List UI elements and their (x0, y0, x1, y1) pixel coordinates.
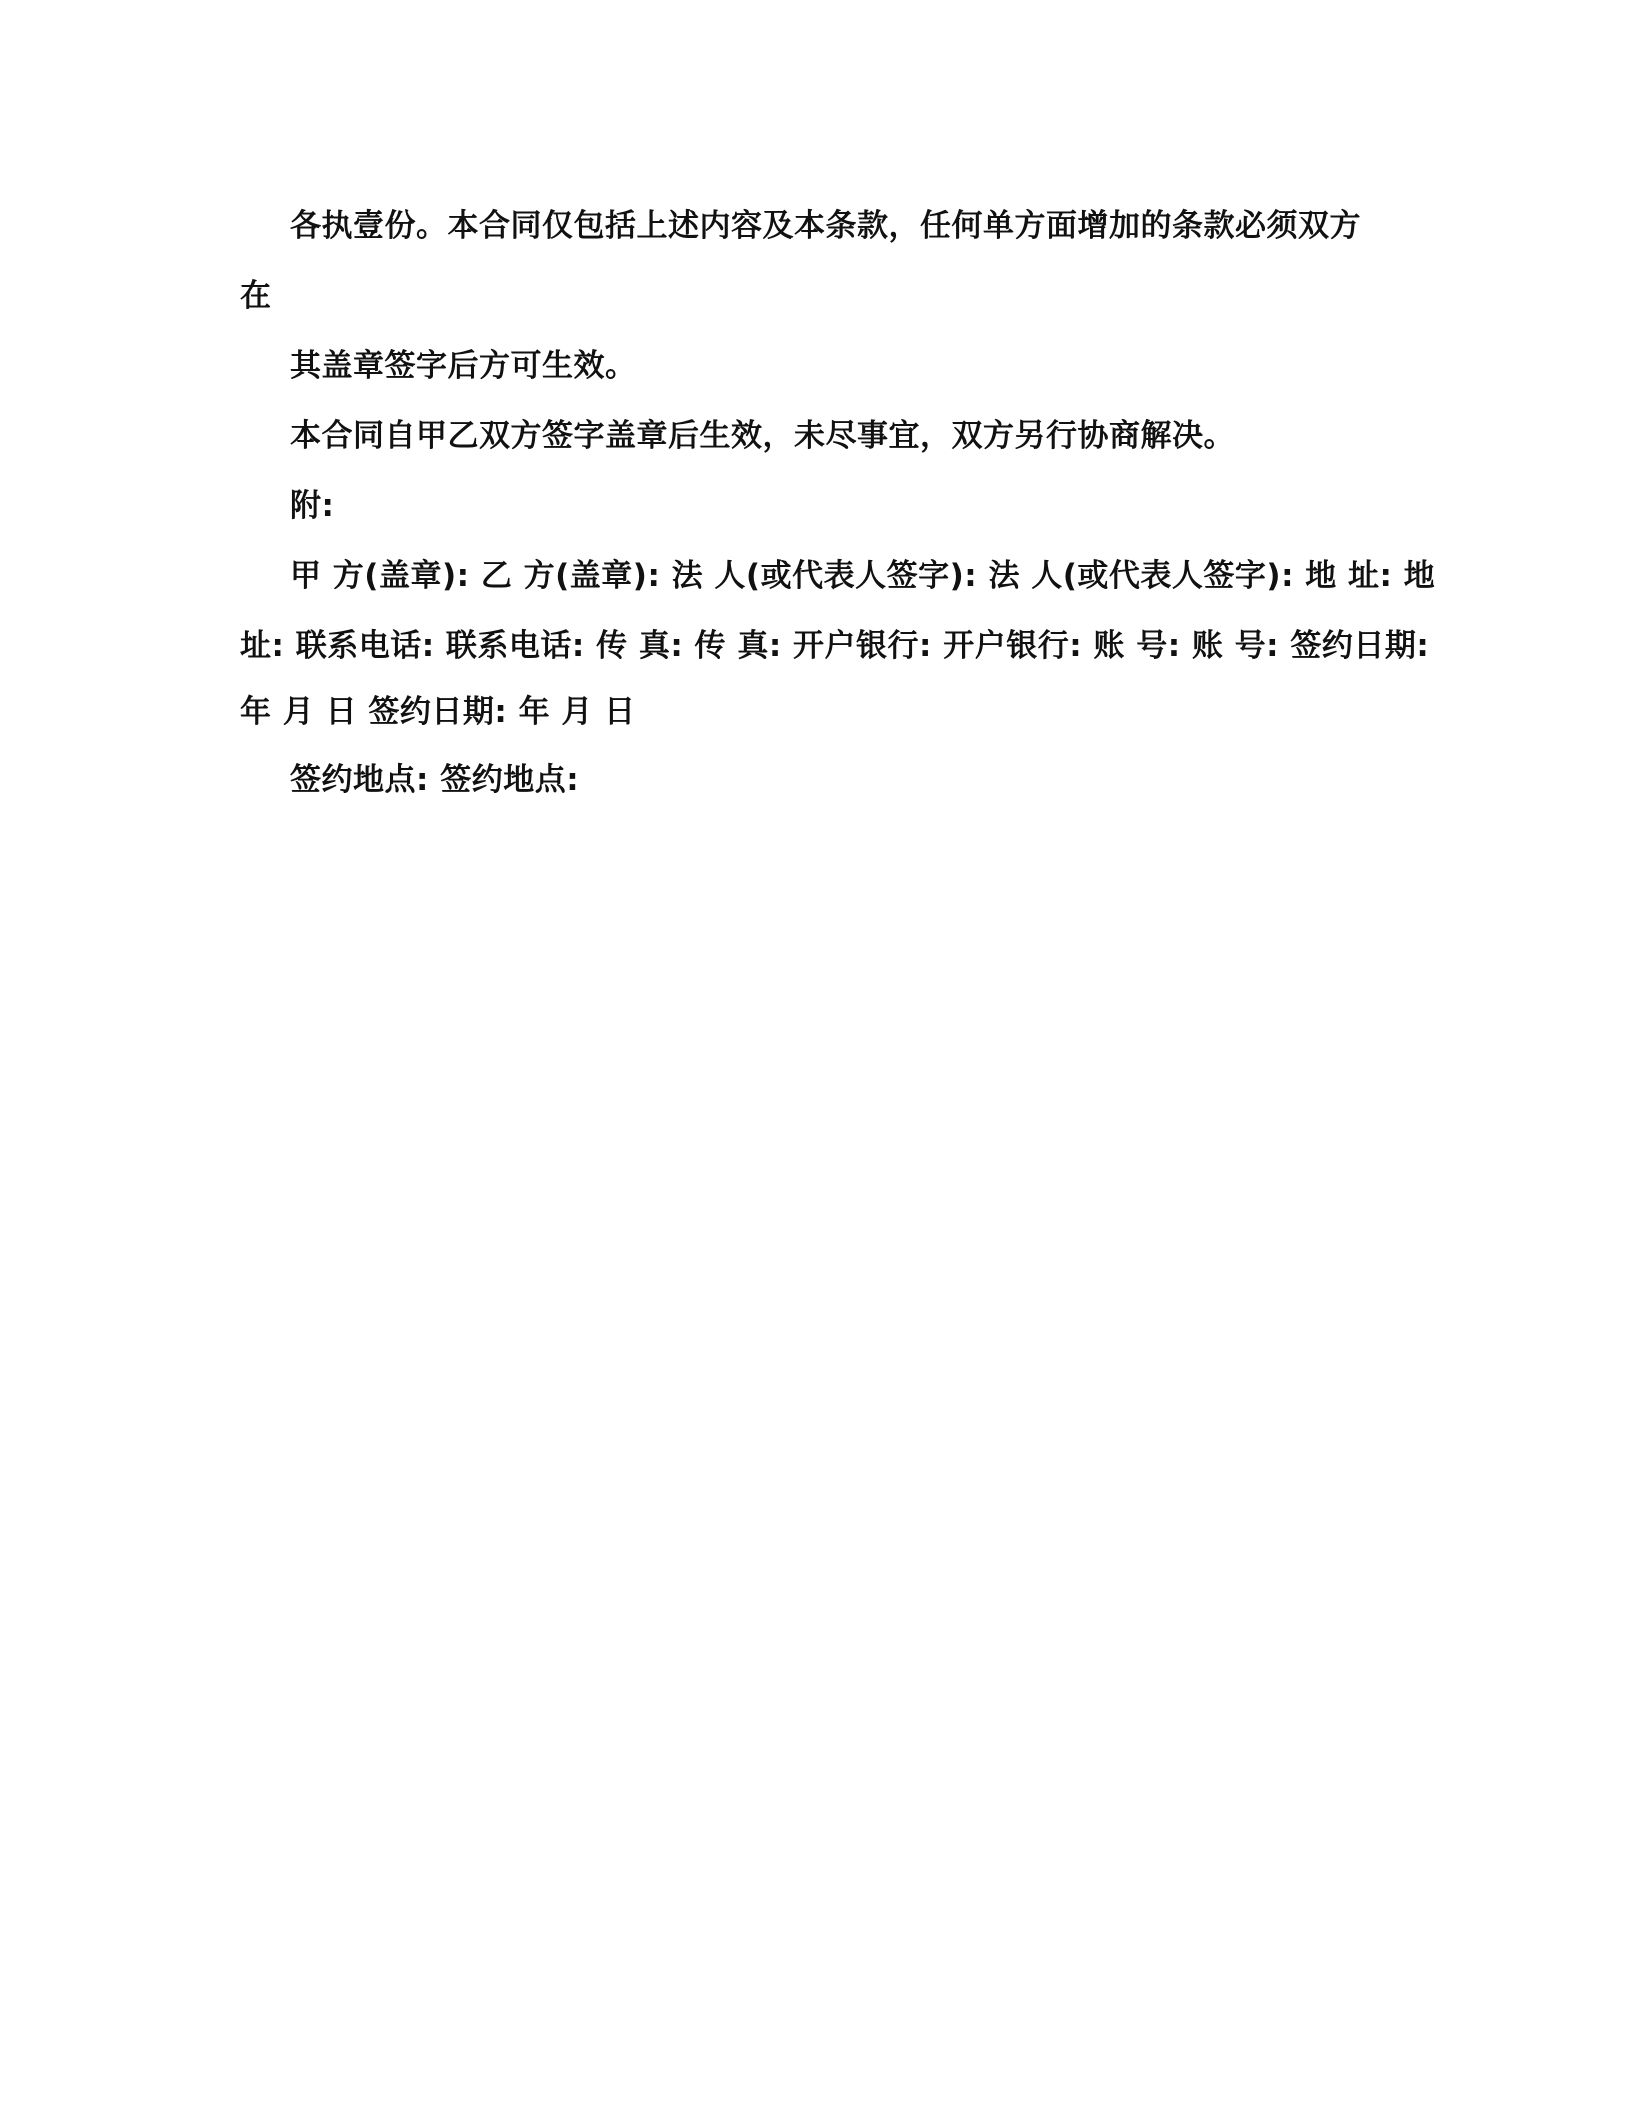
paragraph-line-copies: 各执壹份。本合同仅包括上述内容及本条款，任何单方面增加的条款必须双方 (290, 208, 1361, 244)
signing-location-line: 签约地点: 签约地点: (290, 762, 580, 798)
signature-fields-line-1: 甲 方(盖章): 乙 方(盖章): 法 人(或代表人签字): 法 人(或代表人签字): 地 址: 地 (290, 558, 1436, 594)
attachment-label: 附: (290, 488, 335, 524)
paragraph-line-effective-clause: 本合同自甲乙双方签字盖章后生效，未尽事宜，双方另行协商解决。 (290, 418, 1235, 454)
signature-fields-line-2: 址: 联系电话: 联系电话: 传 真: 传 真: 开户银行: 开户银行: 账 号: 账 号: 签约日期: (240, 628, 1430, 664)
paragraph-line-wrap: 在 (240, 278, 272, 314)
paragraph-line-effective-after-seal: 其盖章签字后方可生效。 (290, 348, 637, 384)
signature-fields-line-3: 年 月 日 签约日期: 年 月 日 (240, 694, 636, 730)
